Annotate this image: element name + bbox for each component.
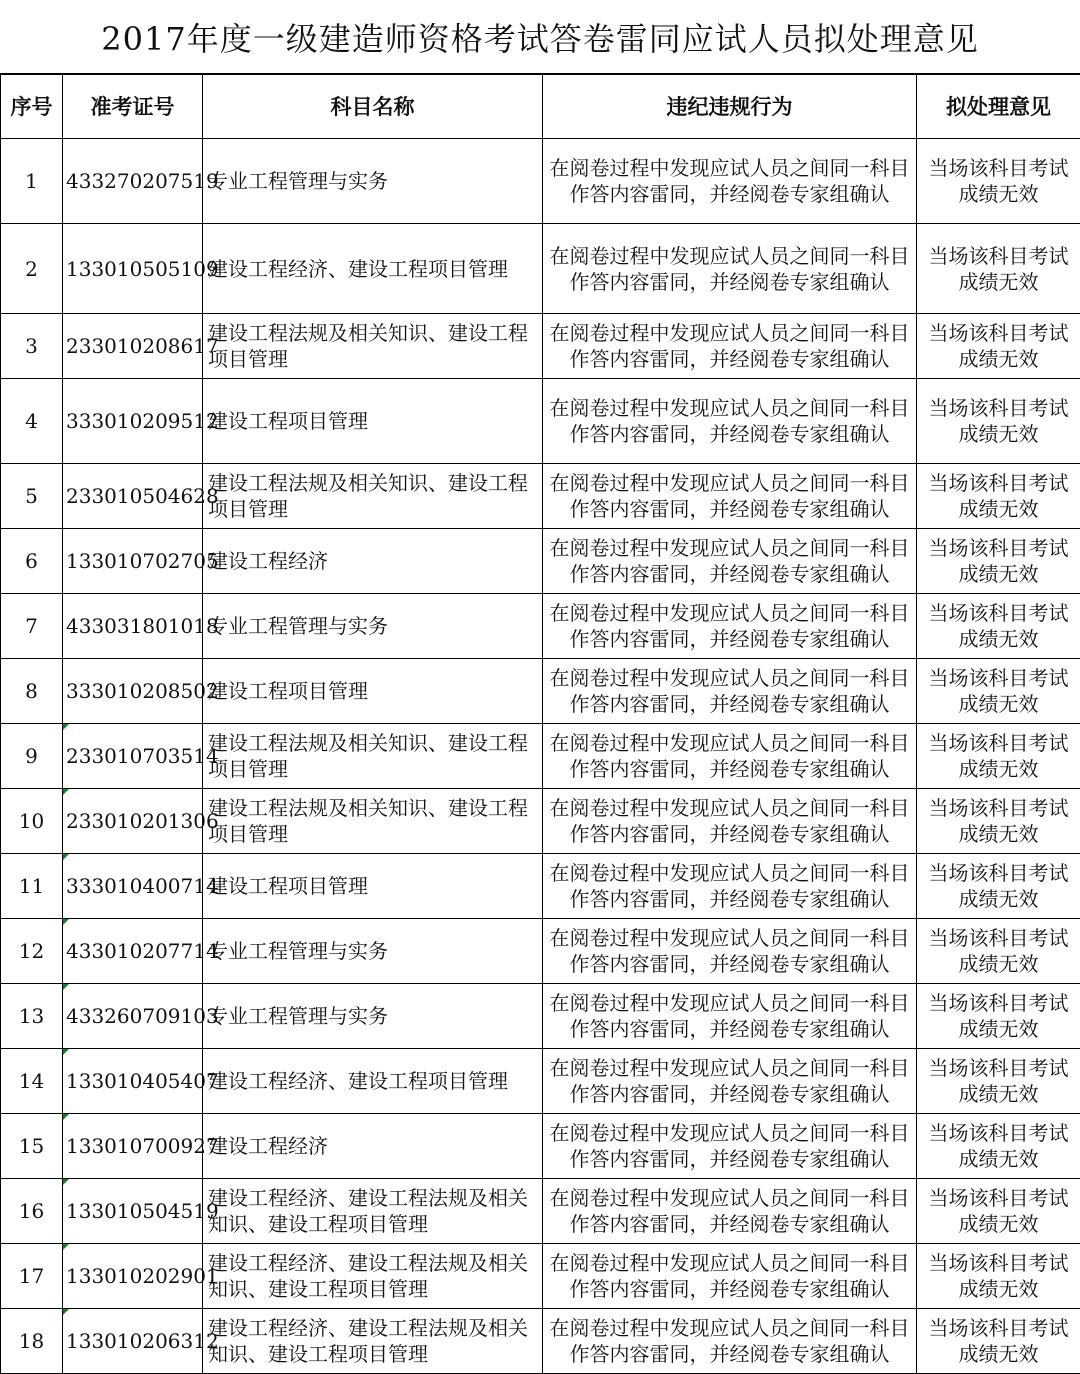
row-index-text: 11 — [19, 874, 44, 898]
row-violation — [543, 139, 917, 224]
row-violation — [543, 594, 917, 659]
row-decision — [917, 1309, 1080, 1374]
row-decision — [917, 1244, 1080, 1309]
table-row — [1, 789, 1080, 854]
row-index — [1, 314, 63, 379]
row-index — [1, 1049, 63, 1114]
row-index — [1, 464, 63, 529]
table-row — [1, 1179, 1080, 1244]
row-index-text: 13 — [19, 1004, 44, 1028]
row-violation-text: 在阅卷过程中发现应试人员之间同一科目作答内容雷同，并经阅卷专家组确认 — [550, 536, 910, 586]
row-violation-text: 在阅卷过程中发现应试人员之间同一科目作答内容雷同，并经阅卷专家组确认 — [550, 991, 910, 1041]
row-decision-text: 当场该科目考试成绩无效 — [929, 321, 1069, 371]
row-decision-text: 当场该科目考试成绩无效 — [929, 156, 1069, 206]
row-decision — [917, 789, 1080, 854]
row-violation-text: 在阅卷过程中发现应试人员之间同一科目作答内容雷同，并经阅卷专家组确认 — [550, 731, 910, 781]
table-row — [1, 529, 1080, 594]
row-decision — [917, 379, 1080, 464]
row-violation-text: 在阅卷过程中发现应试人员之间同一科目作答内容雷同，并经阅卷专家组确认 — [550, 156, 910, 206]
row-exam-id-text: 133010700927 — [66, 1134, 219, 1158]
table-body — [1, 139, 1080, 1374]
row-index-text: 10 — [19, 809, 44, 833]
results-table — [0, 74, 1080, 1374]
table-row — [1, 314, 1080, 379]
row-decision — [917, 224, 1080, 314]
row-exam-id-text: 233010208617 — [66, 334, 219, 358]
row-violation-text: 在阅卷过程中发现应试人员之间同一科目作答内容雷同，并经阅卷专家组确认 — [550, 796, 910, 846]
row-subject — [203, 224, 543, 314]
row-decision-text: 当场该科目考试成绩无效 — [929, 396, 1069, 446]
row-subject-text: 建设工程经济、建设工程法规及相关知识、建设工程项目管理 — [208, 1186, 528, 1236]
row-decision-text: 当场该科目考试成绩无效 — [929, 1186, 1069, 1236]
row-subject-text: 建设工程经济、建设工程项目管理 — [208, 257, 508, 281]
row-exam-id-text: 433270207519 — [66, 169, 219, 193]
row-exam-id — [63, 1049, 203, 1114]
row-exam-id-text: 433010207714 — [66, 939, 219, 963]
row-decision — [917, 659, 1080, 724]
row-exam-id — [63, 464, 203, 529]
row-index — [1, 854, 63, 919]
cell-comment-flag-icon — [63, 854, 69, 860]
row-index — [1, 529, 63, 594]
row-subject-text: 建设工程经济 — [208, 1134, 328, 1158]
header-decision: 拟处理意见 — [917, 75, 1080, 139]
row-violation — [543, 1049, 917, 1114]
row-index — [1, 659, 63, 724]
row-exam-id — [63, 854, 203, 919]
row-exam-id — [63, 139, 203, 224]
row-subject — [203, 464, 543, 529]
row-violation — [543, 464, 917, 529]
row-violation-text: 在阅卷过程中发现应试人员之间同一科目作答内容雷同，并经阅卷专家组确认 — [550, 244, 910, 294]
cell-comment-flag-icon — [63, 1179, 69, 1185]
row-index-text: 15 — [19, 1134, 44, 1158]
row-violation-text: 在阅卷过程中发现应试人员之间同一科目作答内容雷同，并经阅卷专家组确认 — [550, 321, 910, 371]
row-decision-text: 当场该科目考试成绩无效 — [929, 1316, 1069, 1366]
row-subject — [203, 1309, 543, 1374]
row-decision-text: 当场该科目考试成绩无效 — [929, 536, 1069, 586]
row-subject-text: 建设工程经济 — [208, 549, 328, 573]
table-row — [1, 854, 1080, 919]
table-row — [1, 464, 1080, 529]
row-decision-text: 当场该科目考试成绩无效 — [929, 731, 1069, 781]
row-index-text: 7 — [25, 614, 38, 638]
row-index-text: 2 — [25, 257, 38, 281]
row-violation-text: 在阅卷过程中发现应试人员之间同一科目作答内容雷同，并经阅卷专家组确认 — [550, 1056, 910, 1106]
table-row — [1, 919, 1080, 984]
row-violation — [543, 854, 917, 919]
table-row — [1, 1049, 1080, 1114]
row-violation — [543, 724, 917, 789]
row-index — [1, 139, 63, 224]
row-decision-text: 当场该科目考试成绩无效 — [929, 1121, 1069, 1171]
row-exam-id-text: 333010400714 — [66, 874, 219, 898]
row-subject-text: 建设工程经济、建设工程项目管理 — [208, 1069, 508, 1093]
row-violation — [543, 659, 917, 724]
row-violation-text: 在阅卷过程中发现应试人员之间同一科目作答内容雷同，并经阅卷专家组确认 — [550, 926, 910, 976]
row-violation-text: 在阅卷过程中发现应试人员之间同一科目作答内容雷同，并经阅卷专家组确认 — [550, 601, 910, 651]
row-subject — [203, 379, 543, 464]
row-subject — [203, 529, 543, 594]
row-decision-text: 当场该科目考试成绩无效 — [929, 1251, 1069, 1301]
row-decision — [917, 724, 1080, 789]
row-exam-id-text: 433260709103 — [66, 1004, 219, 1028]
row-subject-text: 建设工程法规及相关知识、建设工程项目管理 — [208, 731, 528, 781]
row-violation — [543, 379, 917, 464]
cell-comment-flag-icon — [63, 1244, 69, 1250]
row-subject-text: 建设工程项目管理 — [208, 409, 368, 433]
row-violation-text: 在阅卷过程中发现应试人员之间同一科目作答内容雷同，并经阅卷专家组确认 — [550, 1121, 910, 1171]
row-exam-id-text: 333010208502 — [66, 679, 219, 703]
row-subject-text: 专业工程管理与实务 — [208, 169, 388, 193]
row-exam-id-text: 433031801018 — [66, 614, 219, 638]
header-subject: 科目名称 — [203, 75, 543, 139]
cell-comment-flag-icon — [63, 724, 69, 730]
table-row — [1, 379, 1080, 464]
row-index — [1, 1179, 63, 1244]
row-index — [1, 984, 63, 1049]
row-exam-id-text: 133010202901 — [66, 1264, 219, 1288]
row-violation-text: 在阅卷过程中发现应试人员之间同一科目作答内容雷同，并经阅卷专家组确认 — [550, 1251, 910, 1301]
row-subject-text: 建设工程法规及相关知识、建设工程项目管理 — [208, 321, 528, 371]
row-decision — [917, 1179, 1080, 1244]
row-exam-id-text: 233010201306 — [66, 809, 219, 833]
row-subject — [203, 1179, 543, 1244]
row-subject — [203, 139, 543, 224]
row-exam-id-text: 133010505109 — [66, 257, 219, 281]
row-subject — [203, 594, 543, 659]
row-exam-id-text: 133010405407 — [66, 1069, 219, 1093]
page-title: 2017年度一级建造师资格考试答卷雷同应试人员拟处理意见 — [0, 0, 1080, 74]
row-subject-text: 建设工程法规及相关知识、建设工程项目管理 — [208, 796, 528, 846]
row-decision-text: 当场该科目考试成绩无效 — [929, 796, 1069, 846]
table-row — [1, 224, 1080, 314]
table-row — [1, 1244, 1080, 1309]
row-exam-id-text: 333010209512 — [66, 409, 219, 433]
row-subject — [203, 1244, 543, 1309]
row-index — [1, 1114, 63, 1179]
row-exam-id — [63, 529, 203, 594]
row-index — [1, 919, 63, 984]
row-violation-text: 在阅卷过程中发现应试人员之间同一科目作答内容雷同，并经阅卷专家组确认 — [550, 666, 910, 716]
table-row — [1, 139, 1080, 224]
row-exam-id-text: 233010703514 — [66, 744, 219, 768]
cell-comment-flag-icon — [63, 919, 69, 925]
row-violation-text: 在阅卷过程中发现应试人员之间同一科目作答内容雷同，并经阅卷专家组确认 — [550, 1186, 910, 1236]
row-exam-id — [63, 789, 203, 854]
row-decision — [917, 854, 1080, 919]
row-decision — [917, 529, 1080, 594]
row-decision-text: 当场该科目考试成绩无效 — [929, 244, 1069, 294]
row-decision — [917, 984, 1080, 1049]
row-decision — [917, 594, 1080, 659]
row-exam-id — [63, 1114, 203, 1179]
table-row — [1, 984, 1080, 1049]
row-decision — [917, 464, 1080, 529]
row-subject — [203, 1049, 543, 1114]
row-decision-text: 当场该科目考试成绩无效 — [929, 471, 1069, 521]
row-violation — [543, 314, 917, 379]
row-exam-id — [63, 1179, 203, 1244]
row-violation — [543, 1179, 917, 1244]
cell-comment-flag-icon — [63, 1114, 69, 1120]
row-violation-text: 在阅卷过程中发现应试人员之间同一科目作答内容雷同，并经阅卷专家组确认 — [550, 1316, 910, 1366]
header-index: 序号 — [1, 75, 63, 139]
row-subject-text: 建设工程项目管理 — [208, 874, 368, 898]
row-index-text: 14 — [19, 1069, 44, 1093]
row-index — [1, 224, 63, 314]
row-index-text: 6 — [25, 549, 38, 573]
row-index — [1, 724, 63, 789]
row-violation — [543, 1114, 917, 1179]
row-violation-text: 在阅卷过程中发现应试人员之间同一科目作答内容雷同，并经阅卷专家组确认 — [550, 861, 910, 911]
row-violation-text: 在阅卷过程中发现应试人员之间同一科目作答内容雷同，并经阅卷专家组确认 — [550, 471, 910, 521]
row-exam-id — [63, 1309, 203, 1374]
cell-comment-flag-icon — [63, 1309, 69, 1315]
row-decision — [917, 139, 1080, 224]
row-index-text: 3 — [25, 334, 38, 358]
row-violation — [543, 1309, 917, 1374]
row-decision — [917, 1049, 1080, 1114]
row-violation — [543, 224, 917, 314]
cell-comment-flag-icon — [63, 984, 69, 990]
row-subject-text: 专业工程管理与实务 — [208, 939, 388, 963]
row-violation — [543, 984, 917, 1049]
row-subject-text: 建设工程经济、建设工程法规及相关知识、建设工程项目管理 — [208, 1316, 528, 1366]
row-violation — [543, 1244, 917, 1309]
row-subject — [203, 659, 543, 724]
row-decision-text: 当场该科目考试成绩无效 — [929, 926, 1069, 976]
row-index-text: 16 — [19, 1199, 44, 1223]
row-exam-id — [63, 594, 203, 659]
row-index-text: 1 — [25, 169, 38, 193]
row-subject-text: 建设工程项目管理 — [208, 679, 368, 703]
row-index — [1, 594, 63, 659]
row-subject — [203, 789, 543, 854]
table-row — [1, 659, 1080, 724]
row-violation — [543, 789, 917, 854]
table-row — [1, 594, 1080, 659]
row-subject — [203, 984, 543, 1049]
row-decision — [917, 919, 1080, 984]
row-exam-id — [63, 724, 203, 789]
row-subject — [203, 919, 543, 984]
cell-comment-flag-icon — [63, 789, 69, 795]
row-index — [1, 789, 63, 854]
row-violation-text: 在阅卷过程中发现应试人员之间同一科目作答内容雷同，并经阅卷专家组确认 — [550, 396, 910, 446]
row-subject-text: 建设工程经济、建设工程法规及相关知识、建设工程项目管理 — [208, 1251, 528, 1301]
row-subject — [203, 1114, 543, 1179]
row-subject-text: 专业工程管理与实务 — [208, 1004, 388, 1028]
row-index-text: 17 — [19, 1264, 44, 1288]
row-subject — [203, 314, 543, 379]
row-exam-id-text: 133010206312 — [66, 1329, 219, 1353]
row-index-text: 4 — [25, 409, 38, 433]
row-exam-id — [63, 314, 203, 379]
row-decision — [917, 1114, 1080, 1179]
table-row — [1, 724, 1080, 789]
row-subject-text: 建设工程法规及相关知识、建设工程项目管理 — [208, 471, 528, 521]
row-violation — [543, 529, 917, 594]
table-row — [1, 1309, 1080, 1374]
header-violation: 违纪违规行为 — [543, 75, 917, 139]
row-decision-text: 当场该科目考试成绩无效 — [929, 1056, 1069, 1106]
row-decision-text: 当场该科目考试成绩无效 — [929, 861, 1069, 911]
cell-comment-flag-icon — [63, 1049, 69, 1055]
table-header-row — [1, 75, 1080, 139]
row-index-text: 12 — [19, 939, 44, 963]
row-subject — [203, 854, 543, 919]
row-exam-id-text: 233010504628 — [66, 484, 219, 508]
row-index — [1, 379, 63, 464]
row-exam-id — [63, 659, 203, 724]
row-exam-id — [63, 919, 203, 984]
table-row — [1, 1114, 1080, 1179]
header-exam-id: 准考证号 — [63, 75, 203, 139]
row-decision-text: 当场该科目考试成绩无效 — [929, 991, 1069, 1041]
row-subject-text: 专业工程管理与实务 — [208, 614, 388, 638]
row-index — [1, 1309, 63, 1374]
row-decision — [917, 314, 1080, 379]
row-index — [1, 1244, 63, 1309]
row-decision-text: 当场该科目考试成绩无效 — [929, 601, 1069, 651]
row-decision-text: 当场该科目考试成绩无效 — [929, 666, 1069, 716]
row-index-text: 8 — [25, 679, 38, 703]
row-index-text: 9 — [25, 744, 38, 768]
row-exam-id-text: 133010702705 — [66, 549, 219, 573]
row-exam-id — [63, 224, 203, 314]
row-exam-id — [63, 379, 203, 464]
row-subject — [203, 724, 543, 789]
row-index-text: 5 — [25, 484, 38, 508]
row-index-text: 18 — [19, 1329, 44, 1353]
row-exam-id — [63, 1244, 203, 1309]
row-violation — [543, 919, 917, 984]
row-exam-id-text: 133010504519 — [66, 1199, 219, 1223]
row-exam-id — [63, 984, 203, 1049]
